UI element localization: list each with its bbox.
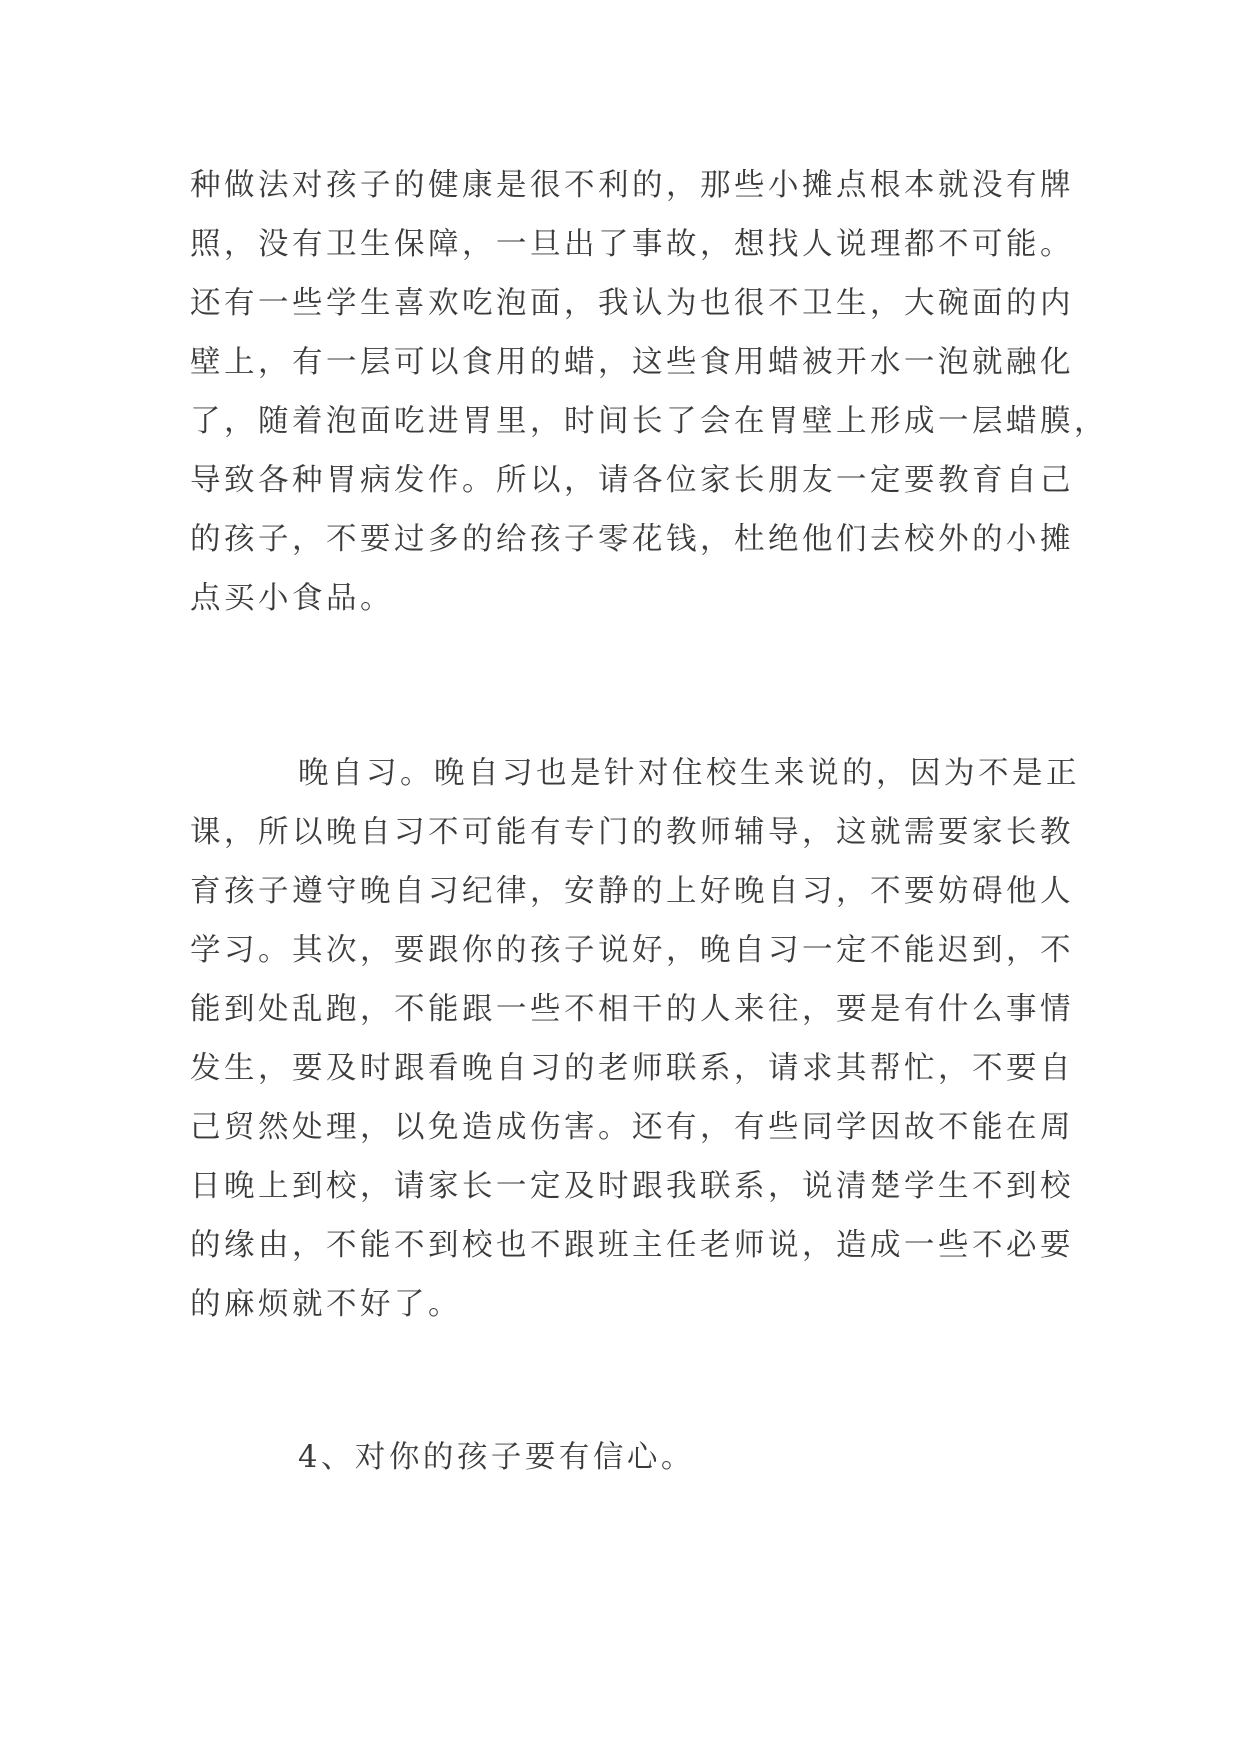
text-line: 育孩子遵守晚自习纪律，安静的上好晚自习，不要妨碍他人 <box>190 874 1074 909</box>
text-line: 还有一些学生喜欢吃泡面，我认为也很不卫生，大碗面的内 <box>190 286 1074 321</box>
text-line: 导致各种胃病发作。所以，请各位家长朋友一定要教育自己 <box>190 463 1074 498</box>
text-line: 的缘由，不能不到校也不跟班主任老师说，造成一些不必要 <box>190 1228 1074 1263</box>
paragraph-food-safety <box>190 156 1108 628</box>
text-line: 照，没有卫生保障，一旦出了事故，想找人说理都不可能。 <box>190 227 1074 262</box>
text-line: 日晚上到校，请家长一定及时跟我联系，说清楚学生不到校 <box>190 1169 1074 1204</box>
text-line: 学习。其次，要跟你的孩子说好，晚自习一定不能迟到，不 <box>190 933 1074 968</box>
text-line: 晚自习。晚自习也是针对住校生来说的，因为不是正 <box>298 756 1080 791</box>
text-line: 点买小食品。 <box>190 581 394 616</box>
text-line: 能到处乱跑，不能跟一些不相干的人来往，要是有什么事情 <box>190 992 1074 1027</box>
text-line: 发生，要及时跟看晚自习的老师联系，请求其帮忙，不要自 <box>190 1051 1074 1086</box>
text-line: 己贸然处理，以免造成伤害。还有，有些同学因故不能在周 <box>190 1110 1074 1145</box>
text-line: 种做法对孩子的健康是很不利的，那些小摊点根本就没有牌 <box>190 168 1074 203</box>
text-line: 的麻烦就不好了。 <box>190 1287 462 1322</box>
text-line: 了，随着泡面吃进胃里，时间长了会在胃壁上形成一层蜡膜， <box>190 404 1108 439</box>
paragraph-heading-confidence <box>190 1428 1070 1487</box>
section-heading: 4、对你的孩子要有信心。 <box>298 1440 695 1475</box>
text-line: 课，所以晚自习不可能有专门的教师辅导，这就需要家长教 <box>190 815 1074 850</box>
text-line: 壁上，有一层可以食用的蜡，这些食用蜡被开水一泡就融化 <box>190 345 1074 380</box>
text-line: 的孩子，不要过多的给孩子零花钱，杜绝他们去校外的小摊 <box>190 522 1074 557</box>
paragraph-evening-study <box>190 744 1080 1334</box>
